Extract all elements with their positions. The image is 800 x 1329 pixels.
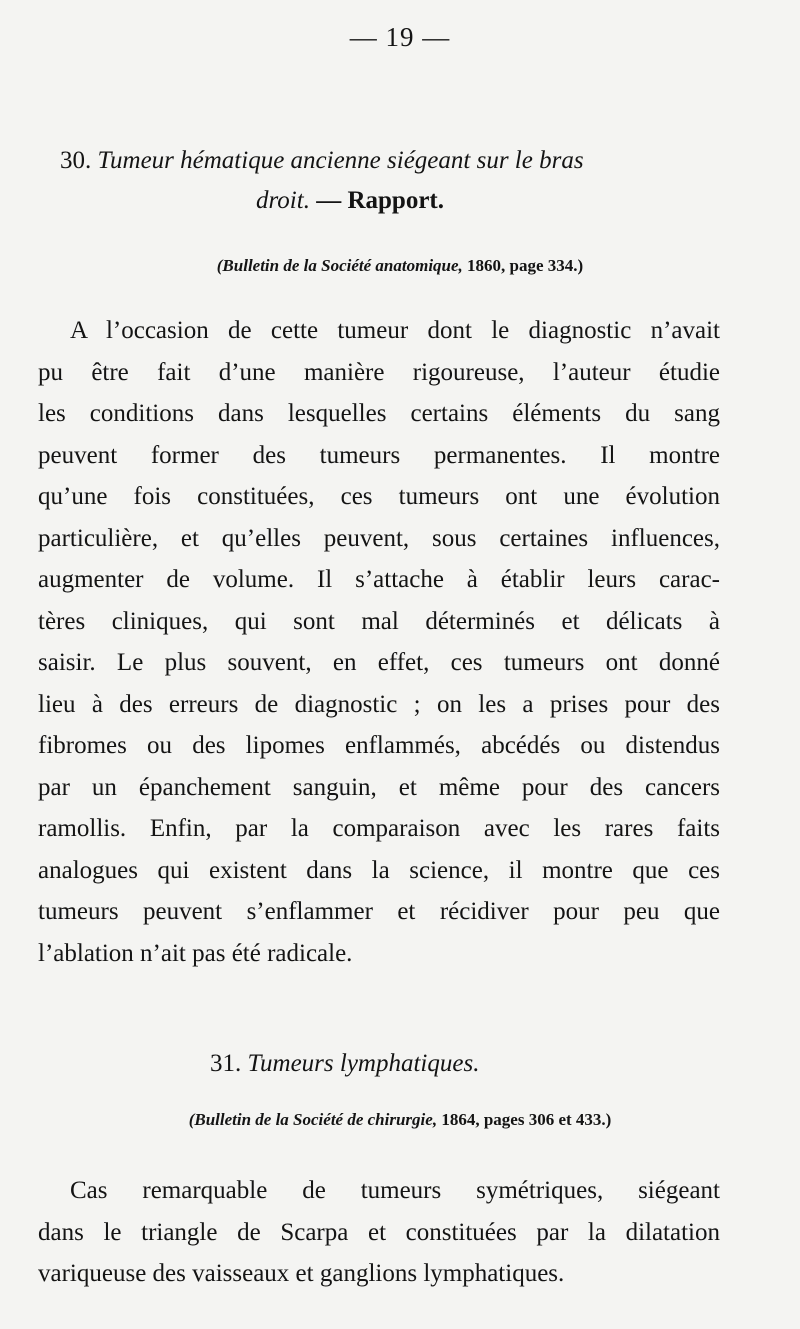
paragraph-line: par un épanchement sanguin, et même pour des cancers	[38, 773, 720, 801]
paragraph-line: l’ablation n’ait pas été radicale.	[38, 939, 353, 967]
entry-31-title: Tumeurs lymphatiques.	[247, 1050, 480, 1077]
page-number: — 19 —	[349, 22, 451, 52]
entry-30-number: 30.	[60, 147, 92, 174]
paragraph-line: pu être fait d’une manière rigoureuse, l’auteur étudie	[38, 358, 720, 386]
paragraph-line: les conditions dans lesquelles certains éléments du sang	[38, 400, 720, 427]
entry-31-source-prefix: (Bulletin de la Société de chirurgie,	[188, 1110, 438, 1129]
entry-30-title-line1: Tumeur hématique ancienne siégeant sur le bras	[97, 147, 584, 174]
paragraph-line: peuvent former des tumeurs permanentes. Il montre	[38, 441, 720, 469]
entry-31-source-year: 1864,	[441, 1110, 480, 1129]
entry-30-source-prefix: (Bulletin de la Société anatomique,	[216, 256, 463, 275]
paragraph-line: qu’une fois constituées, ces tumeurs ont une évolution	[38, 483, 720, 510]
paragraph-line: analogues qui existent dans la science, il montre que ces	[38, 856, 720, 884]
entry-30-source	[0, 256, 800, 276]
entry-31-paragraph	[38, 1170, 720, 1295]
paragraph-line: ramollis. Enfin, par la comparaison avec les rares faits	[38, 815, 720, 842]
entry-30-heading-cont	[256, 182, 556, 220]
entry-30-paragraph	[38, 310, 720, 974]
paragraph-line: A l’occasion de cette tumeur dont le diagnostic n’avait	[70, 317, 720, 344]
paragraph-line: tères cliniques, qui sont mal déterminés et délicats à	[38, 607, 720, 635]
entry-30-heading	[60, 142, 700, 180]
entry-31-source	[0, 1110, 800, 1130]
entry-31-heading	[210, 1045, 610, 1083]
paragraph-line: Cas remarquable de tumeurs symétriques, siégeant	[70, 1177, 720, 1204]
entry-30-source-year: 1860,	[467, 256, 506, 275]
paragraph-line: saisir. Le plus souvent, en effet, ces tumeurs ont donné	[38, 649, 720, 676]
paragraph-line: augmenter de volume. Il s’attache à établir leurs carac-	[38, 566, 720, 593]
paragraph-line: dans le triangle de Scarpa et constituées par la dilatation	[38, 1218, 720, 1246]
entry-30-title-line2: droit.	[256, 187, 310, 214]
entry-31-number: 31.	[210, 1050, 242, 1077]
paragraph-line: variqueuse des vaisseaux et ganglions lymphatiques.	[38, 1260, 565, 1287]
entry-30-title-tail: — Rapport.	[309, 187, 444, 214]
paragraph-line: tumeurs peuvent s’enflammer et récidiver pour peu que	[38, 898, 720, 925]
paragraph-line: fibromes ou des lipomes enflammés, abcédés ou distendus	[38, 732, 720, 759]
paragraph-line: lieu à des erreurs de diagnostic ; on les a prises pour des	[38, 690, 720, 718]
entry-30-source-page: page 334.)	[509, 256, 584, 275]
paragraph-line: particulière, et qu’elles peuvent, sous certaines influences,	[38, 524, 720, 552]
entry-31-source-page: pages 306 et 433.)	[483, 1110, 612, 1129]
